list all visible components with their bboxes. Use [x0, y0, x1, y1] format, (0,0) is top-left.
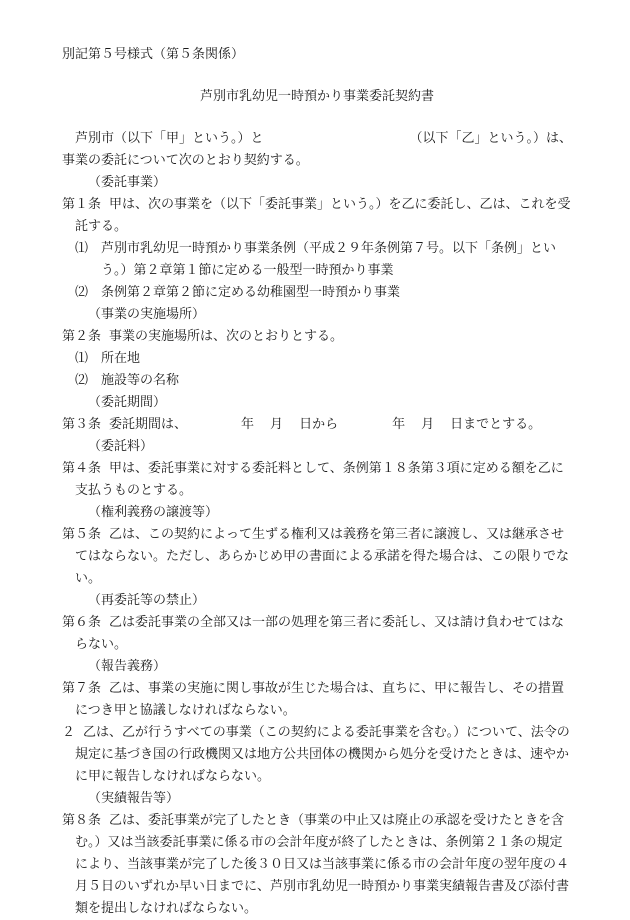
article-1-item-2	[62, 282, 572, 304]
article-8	[62, 810, 572, 920]
article-1-text: 甲は、次の事業を（以下「委託事業」という。）を乙に委託し、乙は、これを受託する。	[75, 197, 571, 234]
article-5-text: 乙は、この契約によって生ずる権利又は義務を第三者に譲渡し、又は継承させてはならない。ただし、あらかじめ甲の書面による承諾を得た場合は、この限りでない。	[75, 527, 570, 586]
article-2-text: 事業の実施場所は、次のとおりとする。	[109, 329, 344, 344]
article-8-heading: （実績報告等）	[88, 791, 180, 806]
intro-party-b: （以下「乙」という。）は、	[409, 131, 572, 146]
article-2	[62, 326, 572, 348]
article-7-paragraph-2	[62, 722, 572, 788]
document-title: 芦別市乳幼児一時預かり事業委託契約書	[199, 89, 434, 104]
article-4-number: 第４条	[62, 461, 102, 476]
paragraph-text: 乙は、乙が行うすべての事業（この契約による委託事業を含む。）について、法令の規定に基づき国の行政機関又は地方公共団体の機関から処分を受けたときは、速やかに甲に報告しなければならない。	[75, 725, 570, 784]
article-2-item-1	[62, 348, 572, 370]
intro	[62, 128, 572, 172]
article-1	[62, 194, 572, 238]
article-2-heading: （事業の実施場所）	[88, 307, 206, 322]
form-label: 別記第５号様式（第５条関係）	[62, 47, 245, 62]
article-3-number: 第３条	[62, 417, 102, 432]
article-6-heading: （再委託等の禁止）	[88, 593, 206, 608]
article-8-number: 第８条	[62, 813, 102, 828]
article-7	[62, 678, 572, 722]
article-1-number: 第１条	[62, 197, 102, 212]
article-4-text: 甲は、委託事業に対する委託料として、条例第１８条第３項に定める額を乙に支払うものとする。	[75, 461, 564, 498]
article-5-heading: （権利義務の譲渡等）	[88, 505, 219, 520]
intro-line2: 事業の委託について次のとおり契約する。	[62, 153, 309, 168]
period-year-from: 年	[241, 417, 255, 432]
period-year-to: 年	[392, 417, 406, 432]
article-3	[62, 414, 572, 436]
article-7-number: 第７条	[62, 681, 102, 696]
article-4	[62, 458, 572, 502]
item-text: 施設等の名称	[101, 373, 180, 388]
article-6-text: 乙は委託事業の全部又は一部の処理を第三者に委託し、又は請け負わせてはならない。	[75, 615, 565, 652]
article-8-text: 乙は、委託事業が完了したとき（事業の中止又は廃止の承認を受けたときを含む。）又は当該委託事業に係る市の会計年度が終了したときは、条例第２１条の規定により、当該事業が完了した後３０日又は当該事業に係る市の会計年度の翌年度の４月５日のいずれか早い日までに、芦別市乳幼児一時預かり事業実績報告書及び添付書類を提出しなければならない。	[75, 813, 570, 916]
paragraph-number: ２	[62, 725, 76, 740]
period-lead: 委託期間は、	[109, 417, 188, 432]
item-text: 芦別市乳幼児一時預かり事業条例（平成２９年条例第７号。以下「条例」という。）第２章第１節に定める一般型一時預かり事業	[101, 241, 557, 278]
article-7-heading: （報告義務）	[88, 659, 167, 674]
article-1-heading: （委託事業）	[88, 175, 167, 190]
item-number: ⑵	[75, 373, 89, 388]
article-3-heading: （委託期間）	[88, 395, 167, 410]
period-day-to: 日までとする。	[450, 417, 542, 432]
period-day-from: 日から	[299, 417, 339, 432]
article-1-item-1	[62, 238, 572, 282]
item-number: ⑵	[75, 285, 89, 300]
article-4-heading: （委託料）	[88, 439, 154, 454]
article-7-text: 乙は、事業の実施に関し事故が生じた場合は、直ちに、甲に報告し、その措置につき甲と協議しなければならない。	[75, 681, 565, 718]
article-5-number: 第５条	[62, 527, 102, 542]
period-month-from: 月	[270, 417, 284, 432]
item-text: 所在地	[101, 351, 141, 366]
article-6-number: 第６条	[62, 615, 102, 630]
intro-party-a: 芦別市（以下「甲」という。）と	[75, 131, 264, 146]
item-number: ⑴	[75, 351, 89, 366]
article-5	[62, 524, 572, 590]
item-number: ⑴	[75, 241, 89, 256]
article-2-number: 第２条	[62, 329, 102, 344]
period-month-to: 月	[421, 417, 435, 432]
article-6	[62, 612, 572, 656]
item-text: 条例第２章第２節に定める幼稚園型一時預かり事業	[101, 285, 401, 300]
article-2-item-2	[62, 370, 572, 392]
